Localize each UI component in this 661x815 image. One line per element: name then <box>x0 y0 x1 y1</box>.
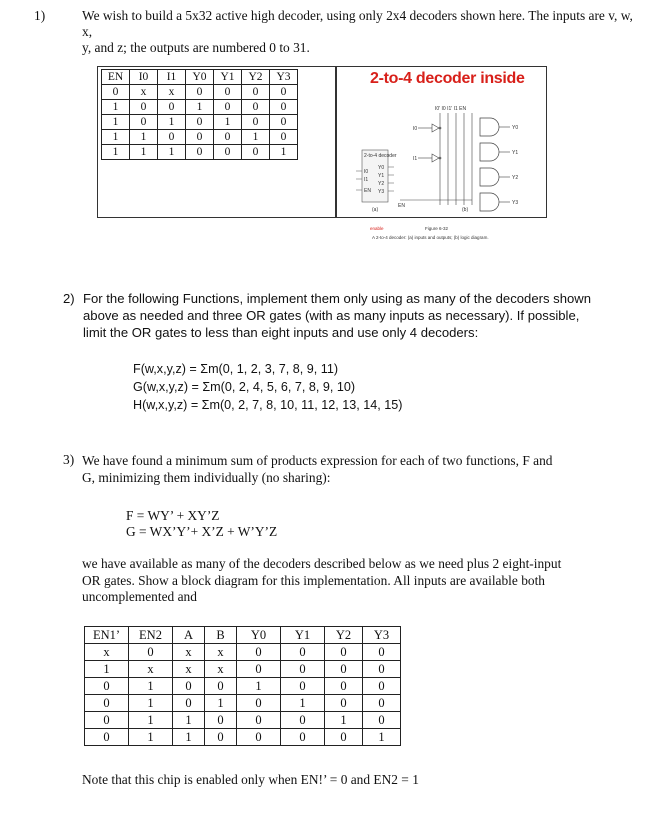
table-cell: 0 <box>281 712 325 729</box>
gate-out-0: Y0 <box>512 125 519 131</box>
table-cell: 1 <box>186 100 214 115</box>
enable-note: Note that this chip is enabled only when EN!’ = 0 and EN2 = 1 <box>82 772 419 787</box>
table-cell: 0 <box>102 85 130 100</box>
question-1-line-1: We wish to build a 5x32 active high decoder, using only 2x4 decoders shown here. The inputs are v, w, x, <box>82 8 633 39</box>
question-2-line-2: above as needed and three OR gates (with as many inputs as necessary). If possible, <box>83 308 580 323</box>
table-cell: 0 <box>85 712 129 729</box>
pin-i1: I1 <box>364 177 369 183</box>
table-cell: 0 <box>270 85 298 100</box>
paragraph-line-2: OR gates. Show a block diagram for this implementation. All inputs are available both <box>82 572 545 588</box>
table-row <box>102 100 298 115</box>
table-cell: x <box>130 85 158 100</box>
table-cell: 0 <box>325 695 363 712</box>
table-cell: 0 <box>173 695 205 712</box>
table-row <box>102 115 298 130</box>
gate-out-3: Y3 <box>512 200 519 206</box>
gate-out-1: Y1 <box>512 150 519 156</box>
label-part-b: (b) <box>462 207 469 213</box>
table-cell: 0 <box>242 145 270 160</box>
col-en2: EN2 <box>129 627 173 644</box>
table-cell: 1 <box>102 115 130 130</box>
table-cell: 1 <box>173 712 205 729</box>
table-cell: 1 <box>102 145 130 160</box>
question-1-number: 1) <box>34 8 46 23</box>
table-cell: 0 <box>325 644 363 661</box>
table-cell: 0 <box>242 115 270 130</box>
table-cell: 0 <box>186 145 214 160</box>
table-cell: 1 <box>205 695 237 712</box>
inverter-a <box>418 124 441 132</box>
table-cell: 1 <box>173 729 205 746</box>
table-cell: 0 <box>363 644 401 661</box>
figure-caption: A 2-to-4 decoder: (a) inputs and outputs; (b) logic diagram. <box>372 235 489 240</box>
table-cell: 1 <box>102 100 130 115</box>
equation-g: G = WX’Y’+ X’Z + W’Y’Z <box>126 524 278 539</box>
table-cell: 0 <box>270 130 298 145</box>
col-y2: Y2 <box>242 70 270 85</box>
col-y0: Y0 <box>237 627 281 644</box>
table-cell: x <box>85 644 129 661</box>
label-part-a: (a) <box>372 207 379 213</box>
table-cell: 0 <box>237 644 281 661</box>
decoder-figure-title: 2-to-4 decoder inside <box>370 70 525 87</box>
inverter-b <box>418 154 441 162</box>
pin-en: EN <box>364 188 371 194</box>
table-cell: 0 <box>173 678 205 695</box>
question-2-text <box>83 290 653 341</box>
table-cell: 1 <box>102 130 130 145</box>
label-enable: enable <box>370 226 384 231</box>
question-3-number: 3) <box>63 452 75 467</box>
table-cell: 0 <box>363 661 401 678</box>
table-cell: 0 <box>325 678 363 695</box>
pin-y1: Y1 <box>378 173 385 179</box>
table-cell: 0 <box>281 644 325 661</box>
table-cell: x <box>173 644 205 661</box>
table-cell: 0 <box>85 695 129 712</box>
table-cell: 0 <box>242 100 270 115</box>
col-y1: Y1 <box>214 70 242 85</box>
table-cell: 1 <box>129 729 173 746</box>
table-row <box>85 661 401 678</box>
truth-table-2 <box>84 626 401 746</box>
table-cell: 0 <box>363 712 401 729</box>
question-1-text <box>82 8 642 56</box>
table-cell: 0 <box>205 678 237 695</box>
truth-table-1 <box>101 69 298 160</box>
table-cell: 1 <box>129 695 173 712</box>
table-cell: 0 <box>237 712 281 729</box>
table-cell: 0 <box>186 115 214 130</box>
function-g: G(w,x,y,z) = Σm(0, 2, 4, 5, 6, 7, 8, 9, 10) <box>133 380 356 394</box>
table-cell: 0 <box>130 115 158 130</box>
table-cell: 1 <box>85 661 129 678</box>
col-y0: Y0 <box>186 70 214 85</box>
table-cell: 1 <box>158 115 186 130</box>
col-y1: Y1 <box>281 627 325 644</box>
paragraph-line-3: uncomplemented and <box>82 589 197 604</box>
col-en1: EN1’ <box>85 627 129 644</box>
table-cell: 0 <box>214 100 242 115</box>
table-cell: x <box>205 661 237 678</box>
col-i0: I0 <box>130 70 158 85</box>
table-cell: 0 <box>85 729 129 746</box>
gate-out-2: Y2 <box>512 175 519 181</box>
table-row <box>85 644 401 661</box>
table-header-row <box>102 70 298 85</box>
table-cell: 1 <box>129 712 173 729</box>
table-row <box>85 729 401 746</box>
table-cell: 1 <box>281 695 325 712</box>
table-cell: x <box>205 644 237 661</box>
table-cell: x <box>173 661 205 678</box>
table-cell: 0 <box>237 729 281 746</box>
table-cell: 0 <box>130 100 158 115</box>
and-gate-1 <box>480 143 499 161</box>
table-cell: 1 <box>158 145 186 160</box>
table-cell: 0 <box>158 130 186 145</box>
col-i1: I1 <box>158 70 186 85</box>
col-en: EN <box>102 70 130 85</box>
table-row <box>102 85 298 100</box>
table-cell: 1 <box>270 145 298 160</box>
table-cell: 1 <box>130 130 158 145</box>
table-header-row <box>85 627 401 644</box>
block-label: 2-to-4 decoder <box>364 153 397 159</box>
table-cell: 1 <box>325 712 363 729</box>
decoder-diagram <box>340 95 540 215</box>
question-3-line-2: G, minimizing them individually (no sharing): <box>82 470 331 485</box>
diagram-input-b: I1 <box>413 156 418 162</box>
question-3-line-1: We have found a minimum sum of products expression for each of two functions, F and <box>82 453 553 468</box>
table-cell: 0 <box>214 85 242 100</box>
table-cell: 0 <box>363 678 401 695</box>
table-cell: x <box>158 85 186 100</box>
pin-y3: Y3 <box>378 189 385 195</box>
and-gate-2 <box>480 168 499 186</box>
paragraph-line-1: we have available as many of the decoders described below as we need plus 2 eight-input <box>82 556 562 571</box>
and-gates <box>480 118 499 211</box>
col-y2: Y2 <box>325 627 363 644</box>
table-cell: 0 <box>186 130 214 145</box>
function-f: F(w,x,y,z) = Σm(0, 1, 2, 3, 7, 8, 9, 11) <box>133 362 339 376</box>
question-2-line-3: limit the OR gates to less than eight inputs and use only 4 decoders: <box>83 325 479 340</box>
table-cell: 1 <box>130 145 158 160</box>
table-row <box>85 712 401 729</box>
question-2-line-1: For the following Functions, implement them only using as many of the decoders shown <box>83 291 592 306</box>
question-1-line-2: y, and z; the outputs are numbered 0 to 31. <box>82 40 310 55</box>
table-cell: 0 <box>158 100 186 115</box>
table-cell: 0 <box>85 678 129 695</box>
diagram-top-labels: I0' I0 I1' I1 EN <box>435 106 467 112</box>
table-cell: 0 <box>242 85 270 100</box>
pin-y2: Y2 <box>378 181 385 187</box>
question-3-text <box>82 452 642 486</box>
table-cell: 0 <box>129 644 173 661</box>
pin-i0: I0 <box>364 169 369 175</box>
col-a: A <box>173 627 205 644</box>
gate-output-lines <box>499 127 510 202</box>
col-y3: Y3 <box>270 70 298 85</box>
table-cell: x <box>129 661 173 678</box>
equation-f: F = WY’ + XY’Z <box>126 508 220 523</box>
col-b: B <box>205 627 237 644</box>
table-cell: 0 <box>281 678 325 695</box>
table-cell: 0 <box>186 85 214 100</box>
table-cell: 1 <box>214 115 242 130</box>
diagram-input-a: I0 <box>413 126 418 132</box>
table-cell: 1 <box>129 678 173 695</box>
table-cell: 1 <box>363 729 401 746</box>
bus-lines <box>440 113 472 205</box>
question-2-number: 2) <box>63 291 75 306</box>
table-cell: 0 <box>237 661 281 678</box>
table-cell: 0 <box>214 130 242 145</box>
table-cell: 0 <box>325 661 363 678</box>
table-cell: 0 <box>237 695 281 712</box>
question-3-paragraph <box>82 556 637 606</box>
table-cell: 1 <box>237 678 281 695</box>
table-cell: 0 <box>205 712 237 729</box>
col-y3: Y3 <box>363 627 401 644</box>
table-cell: 0 <box>281 729 325 746</box>
figure-number: Figure 6-32 <box>425 226 449 231</box>
table-row <box>85 695 401 712</box>
table-cell: 0 <box>214 145 242 160</box>
table-row <box>102 145 298 160</box>
table-row <box>102 130 298 145</box>
diagram-en-label: EN <box>398 203 405 209</box>
table-cell: 0 <box>205 729 237 746</box>
and-gate-0 <box>480 118 499 136</box>
and-gate-3 <box>480 193 499 211</box>
function-h: H(w,x,y,z) = Σm(0, 2, 7, 8, 10, 11, 12, 13, 14, 15) <box>133 398 403 412</box>
table-cell: 0 <box>270 100 298 115</box>
table-cell: 0 <box>363 695 401 712</box>
pin-y0: Y0 <box>378 165 385 171</box>
table-cell: 0 <box>270 115 298 130</box>
table-row <box>85 678 401 695</box>
table-cell: 0 <box>281 661 325 678</box>
table-cell: 1 <box>242 130 270 145</box>
table-cell: 0 <box>325 729 363 746</box>
